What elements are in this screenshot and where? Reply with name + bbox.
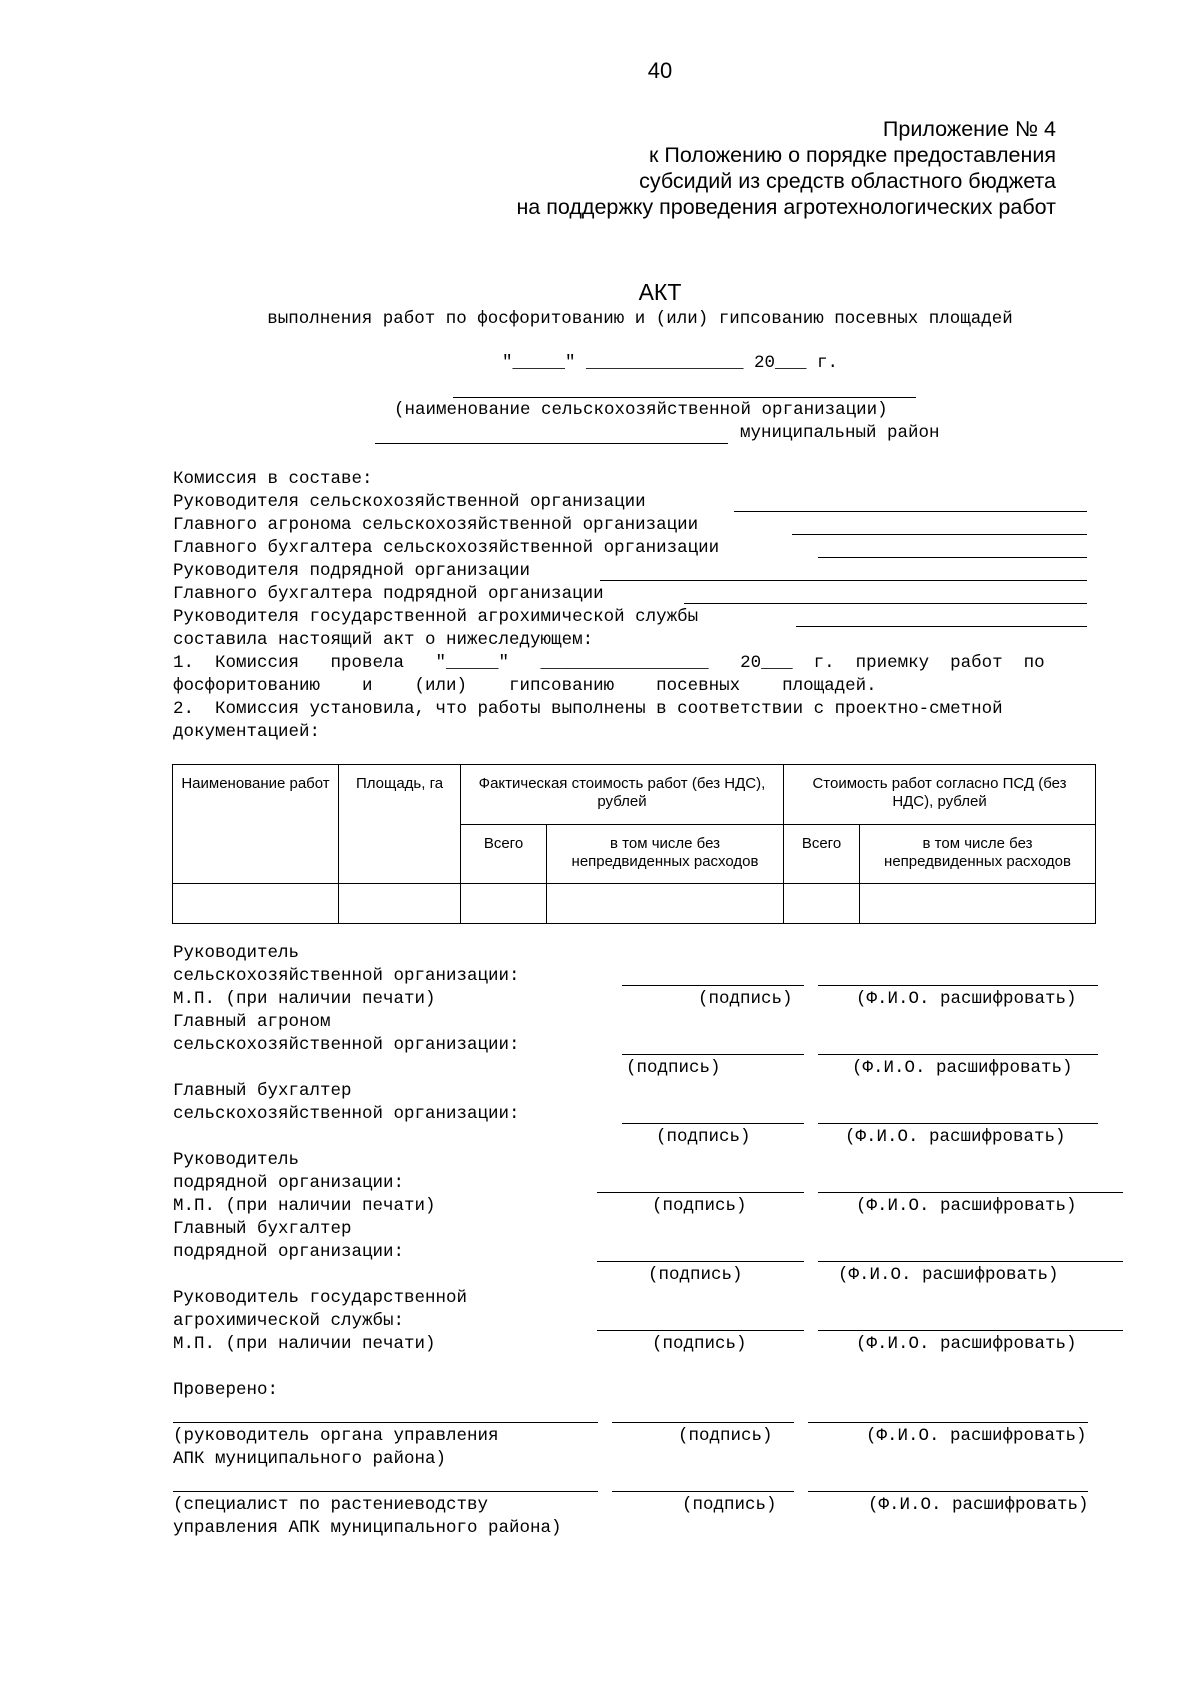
- table-cell: [860, 884, 1096, 924]
- sig-head-farm-fio-line: [818, 985, 1098, 986]
- sig-acct-contractor-sign-line: [597, 1261, 804, 1262]
- appendix-line-2: к Положению о порядке предоставления: [648, 143, 1056, 167]
- sig-acct-farm-fio-caption: (Ф.И.О. расшифровать): [845, 1127, 1066, 1147]
- header-psd-total: Всего: [784, 825, 860, 884]
- table-cell: [461, 884, 547, 924]
- member-head-agrochem: Руководителя государственной агрохимической службы: [173, 607, 699, 627]
- member-head-farm: Руководителя сельскохозяйственной организации: [173, 492, 646, 512]
- appendix-line-3: субсидий из средств областного бюджета: [639, 169, 1056, 193]
- sig-head-agrochem-label-2: агрохимической службы:: [173, 1311, 405, 1331]
- sig-head-farm-label-1: Руководитель: [173, 943, 300, 963]
- page-number: 40: [647, 58, 673, 83]
- verified-apk-head-label-1: (руководитель органа управления: [173, 1426, 499, 1446]
- verified-specialist-sign-caption: (подпись): [682, 1495, 777, 1515]
- sig-acct-contractor-fio-caption: (Ф.И.О. расшифровать): [838, 1265, 1059, 1285]
- sig-head-agrochem-fio-caption: (Ф.И.О. расшифровать): [856, 1334, 1077, 1354]
- costs-table: [172, 764, 1096, 924]
- verified-specialist-label-2: управления АПК муниципального района): [173, 1518, 562, 1538]
- verified-apk-head-label-2: АПК муниципального района): [173, 1449, 447, 1469]
- member-head-agrochem-line: [796, 626, 1087, 627]
- member-head-farm-line: [734, 511, 1087, 512]
- document-title: АКТ: [638, 279, 682, 305]
- verified-specialist-label-1: (специалист по растениеводству: [173, 1495, 489, 1515]
- sig-agronom-fio-line: [818, 1054, 1098, 1055]
- member-acct-farm: Главного бухгалтера сельскохозяйственной организации: [173, 538, 720, 558]
- sig-head-agrochem-stamp: М.П. (при наличии печати): [173, 1334, 436, 1354]
- verified-label: Проверено:: [173, 1380, 279, 1400]
- district-label: муниципальный район: [740, 423, 940, 443]
- org-name-caption: (наименование сельскохозяйственной организации): [394, 400, 888, 420]
- verified-apk-head-sign-caption: (подпись): [678, 1426, 773, 1446]
- sig-acct-farm-sign-line: [622, 1123, 804, 1124]
- document-subtitle: выполнения работ по фосфоритованию и (или) гипсованию посевных площадей: [267, 309, 1013, 329]
- sig-head-farm-sign-caption: (подпись): [698, 989, 793, 1009]
- sig-head-agrochem-sign-line: [597, 1330, 804, 1331]
- verified-apk-head-fio-caption: (Ф.И.О. расшифровать): [866, 1426, 1087, 1446]
- header-area: Площадь, га: [339, 765, 461, 884]
- clause-2-line-2: документацией:: [173, 722, 321, 742]
- header-works-name: Наименование работ: [173, 765, 339, 884]
- commission-intro: Комиссия в составе:: [173, 469, 373, 489]
- sig-head-contractor-sign-line: [597, 1192, 804, 1193]
- sig-agronom-sign-caption: (подпись): [626, 1058, 721, 1078]
- table-cell: [547, 884, 784, 924]
- header-actual-total: Всего: [461, 825, 547, 884]
- sig-head-contractor-label-2: подрядной организации:: [173, 1173, 405, 1193]
- sig-head-agrochem-label-1: Руководитель государственной: [173, 1288, 468, 1308]
- sig-head-farm-fio-caption: (Ф.И.О. расшифровать): [856, 989, 1077, 1009]
- sig-head-farm-stamp: М.П. (при наличии печати): [173, 989, 436, 1009]
- sig-head-farm-sign-line: [622, 985, 804, 986]
- sig-acct-contractor-fio-line: [818, 1261, 1123, 1262]
- clause-1-line-1: 1. Комиссия провела "_____" ________________ 20___ г. приемку работ по: [173, 653, 1045, 673]
- member-acct-contractor-line: [684, 603, 1087, 604]
- sig-acct-contractor-label-1: Главный бухгалтер: [173, 1219, 352, 1239]
- verified-apk-head-line: [173, 1422, 598, 1423]
- appendix-line-4: на поддержку проведения агротехнологических работ: [516, 195, 1056, 219]
- verified-specialist-fio-caption: (Ф.И.О. расшифровать): [868, 1495, 1089, 1515]
- verified-apk-head-sign-line: [612, 1422, 794, 1423]
- sig-acct-farm-sign-caption: (подпись): [656, 1127, 751, 1147]
- appendix-line-1: Приложение № 4: [882, 117, 1056, 141]
- sig-head-contractor-fio-caption: (Ф.И.О. расшифровать): [856, 1196, 1077, 1216]
- member-agronom-farm: Главного агронома сельскохозяйственной организации: [173, 515, 699, 535]
- clause-2-line-1: 2. Комиссия установила, что работы выполнены в соответствии с проектно-сметной: [173, 699, 1003, 719]
- header-psd-excl: в том числе без непредвиденных расходов: [860, 825, 1096, 884]
- verified-specialist-fio-line: [808, 1491, 1088, 1492]
- clause-1-line-2: фосфоритованию и (или) гипсованию посевных площадей.: [173, 676, 877, 696]
- sig-acct-contractor-label-2: подрядной организации:: [173, 1242, 405, 1262]
- sig-acct-farm-fio-line: [818, 1123, 1098, 1124]
- header-psd-cost: Стоимость работ согласно ПСД (без НДС), рублей: [784, 765, 1096, 825]
- sig-agronom-sign-line: [622, 1054, 804, 1055]
- sig-head-contractor-fio-line: [818, 1192, 1123, 1193]
- sig-head-contractor-stamp: М.П. (при наличии печати): [173, 1196, 436, 1216]
- district-name-line: [375, 443, 728, 444]
- sig-agronom-label-2: сельскохозяйственной организации:: [173, 1035, 520, 1055]
- verified-specialist-sign-line: [612, 1491, 794, 1492]
- table-cell: [173, 884, 339, 924]
- sig-head-agrochem-sign-caption: (подпись): [652, 1334, 747, 1354]
- sig-agronom-label-1: Главный агроном: [173, 1012, 331, 1032]
- member-acct-contractor: Главного бухгалтера подрядной организации: [173, 584, 604, 604]
- sig-acct-farm-label-1: Главный бухгалтер: [173, 1081, 352, 1101]
- date-line: "_____" _______________ 20___ г.: [502, 353, 839, 373]
- verified-specialist-line: [173, 1491, 598, 1492]
- table-cell: [784, 884, 860, 924]
- sig-acct-contractor-sign-caption: (подпись): [648, 1265, 743, 1285]
- org-name-line: [453, 397, 916, 398]
- header-actual-cost: Фактическая стоимость работ (без НДС), рублей: [461, 765, 784, 825]
- sig-head-contractor-label-1: Руководитель: [173, 1150, 300, 1170]
- sig-head-contractor-sign-caption: (подпись): [652, 1196, 747, 1216]
- sig-agronom-fio-caption: (Ф.И.О. расшифровать): [852, 1058, 1073, 1078]
- sig-acct-farm-label-2: сельскохозяйственной организации:: [173, 1104, 520, 1124]
- commission-compiled: составила настоящий акт о нижеследующем:: [173, 630, 594, 650]
- member-head-contractor-line: [600, 580, 1087, 581]
- member-head-contractor: Руководителя подрядной организации: [173, 561, 531, 581]
- member-acct-farm-line: [818, 557, 1087, 558]
- sig-head-farm-label-2: сельскохозяйственной организации:: [173, 966, 520, 986]
- table-cell: [339, 884, 461, 924]
- sig-head-agrochem-fio-line: [818, 1330, 1123, 1331]
- member-agronom-farm-line: [792, 534, 1087, 535]
- header-actual-excl: в том числе без непредвиденных расходов: [547, 825, 784, 884]
- verified-apk-head-fio-line: [808, 1422, 1088, 1423]
